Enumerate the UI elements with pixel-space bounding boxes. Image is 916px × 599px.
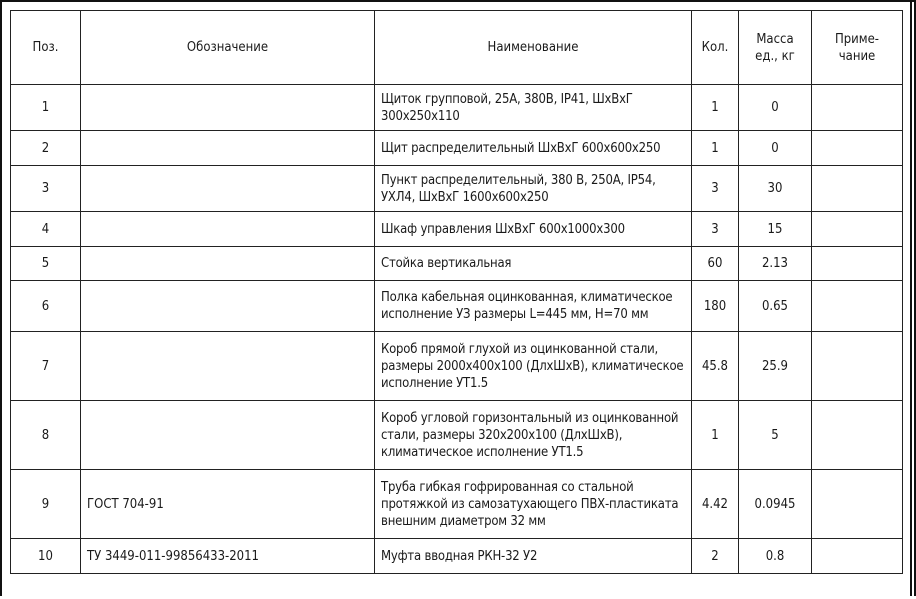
cell-designation <box>81 247 375 281</box>
header-designation: Обозначение <box>81 11 375 85</box>
cell-pos: 7 <box>11 332 81 401</box>
cell-note <box>812 212 903 247</box>
cell-qty: 45.8 <box>692 332 739 401</box>
cell-name: Шкаф управления ШхВхГ 600х1000х300 <box>375 212 692 247</box>
cell-note <box>812 539 903 574</box>
table-row <box>11 212 903 247</box>
cell-pos: 10 <box>11 539 81 574</box>
header-note: Приме- чание <box>812 11 903 85</box>
cell-qty: 3 <box>692 212 739 247</box>
cell-qty: 3 <box>692 166 739 212</box>
cell-name: Щиток групповой, 25А, 380В, IP41, ШхВхГ 300х250х110 <box>375 85 692 131</box>
cell-mass: 0.8 <box>739 539 812 574</box>
cell-note <box>812 281 903 332</box>
header-qty: Кол. <box>692 11 739 85</box>
cell-name: Короб прямой глухой из оцинкованной стали, размеры 2000х400х100 (ДлхШхВ), климатическое исполнение УТ1.5 <box>375 332 692 401</box>
cell-name: Стойка вертикальная <box>375 247 692 281</box>
cell-qty: 60 <box>692 247 739 281</box>
cell-pos: 5 <box>11 247 81 281</box>
table-row <box>11 401 903 470</box>
cell-designation <box>81 401 375 470</box>
cell-note <box>812 401 903 470</box>
cell-name: Пункт распределительный, 380 В, 250А, IP54, УХЛ4, ШхВхГ 1600х600х250 <box>375 166 692 212</box>
cell-qty: 4.42 <box>692 470 739 539</box>
cell-note <box>812 247 903 281</box>
cell-qty: 2 <box>692 539 739 574</box>
cell-mass: 0 <box>739 85 812 131</box>
cell-mass: 0.0945 <box>739 470 812 539</box>
cell-qty: 1 <box>692 401 739 470</box>
cell-designation <box>81 212 375 247</box>
cell-pos: 3 <box>11 166 81 212</box>
cell-pos: 8 <box>11 401 81 470</box>
cell-name: Труба гибкая гофрированная со стальной протяжкой из самозатухающего ПВХ-пластиката внешним диаметром 32 мм <box>375 470 692 539</box>
cell-designation: ТУ 3449-011-99856433-2011 <box>81 539 375 574</box>
cell-name: Короб угловой горизонтальный из оцинкованной стали, размеры 320х200х100 (ДлхШхВ), климатическое исполнение УТ1.5 <box>375 401 692 470</box>
specification-table <box>10 10 903 574</box>
cell-designation <box>81 85 375 131</box>
cell-note <box>812 85 903 131</box>
cell-designation <box>81 131 375 166</box>
cell-qty: 1 <box>692 85 739 131</box>
cell-mass: 0.65 <box>739 281 812 332</box>
cell-name: Полка кабельная оцинкованная, климатическое исполнение УЗ размеры L=445 мм, H=70 мм <box>375 281 692 332</box>
cell-note <box>812 332 903 401</box>
cell-qty: 180 <box>692 281 739 332</box>
table-row <box>11 166 903 212</box>
cell-pos: 1 <box>11 85 81 131</box>
header-name: Наименование <box>375 11 692 85</box>
cell-note <box>812 131 903 166</box>
cell-note <box>812 166 903 212</box>
cell-pos: 4 <box>11 212 81 247</box>
table-row <box>11 470 903 539</box>
cell-designation <box>81 332 375 401</box>
cell-pos: 6 <box>11 281 81 332</box>
cell-name: Муфта вводная РКН-32 У2 <box>375 539 692 574</box>
cell-mass: 2.13 <box>739 247 812 281</box>
cell-designation: ГОСТ 704-91 <box>81 470 375 539</box>
header-row <box>11 11 903 85</box>
header-pos: Поз. <box>11 11 81 85</box>
cell-pos: 2 <box>11 131 81 166</box>
cell-note <box>812 470 903 539</box>
cell-mass: 0 <box>739 131 812 166</box>
cell-mass: 5 <box>739 401 812 470</box>
table-row <box>11 539 903 574</box>
cell-designation <box>81 166 375 212</box>
table-row <box>11 281 903 332</box>
table-row <box>11 85 903 131</box>
cell-designation <box>81 281 375 332</box>
table-row <box>11 131 903 166</box>
header-mass: Масса ед., кг <box>739 11 812 85</box>
cell-mass: 25.9 <box>739 332 812 401</box>
table-row <box>11 332 903 401</box>
table-row <box>11 247 903 281</box>
cell-mass: 15 <box>739 212 812 247</box>
cell-mass: 30 <box>739 166 812 212</box>
cell-pos: 9 <box>11 470 81 539</box>
cell-name: Щит распределительный ШхВхГ 600х600х250 <box>375 131 692 166</box>
cell-qty: 1 <box>692 131 739 166</box>
